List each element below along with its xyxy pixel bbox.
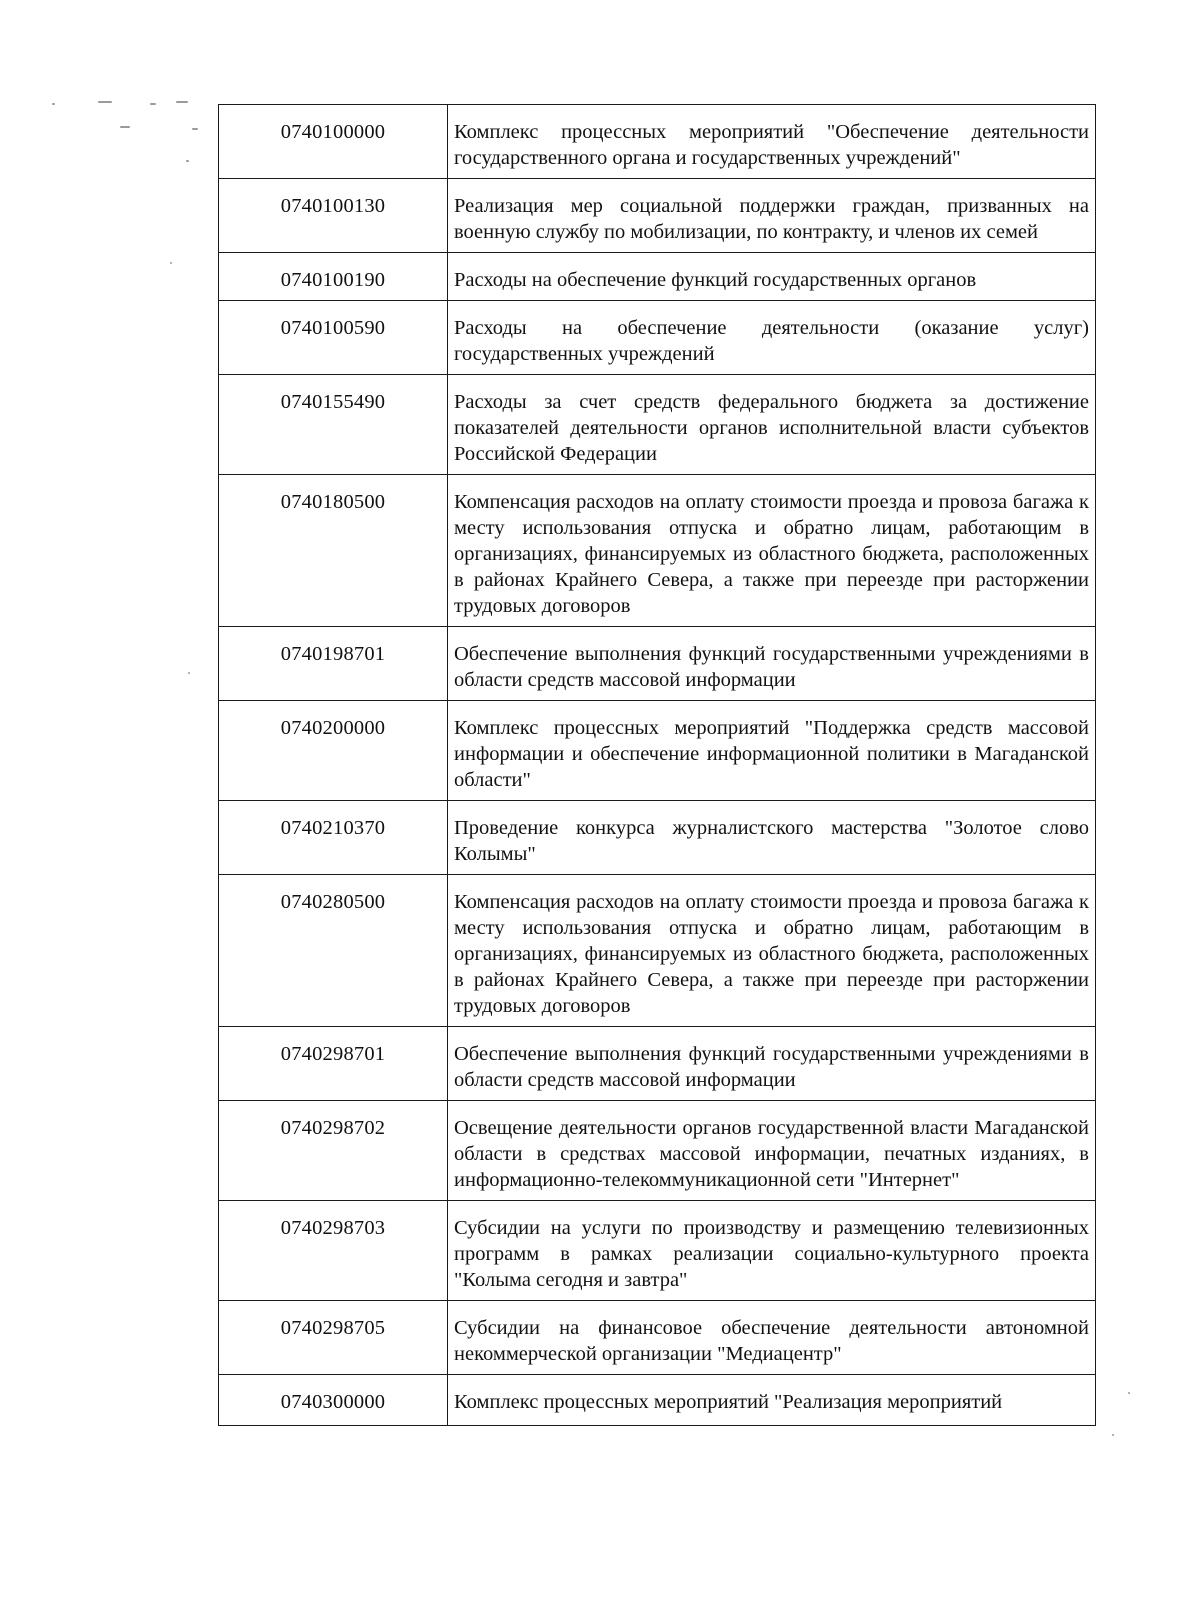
budget-code: 0740100130 bbox=[219, 179, 448, 253]
scan-speck bbox=[170, 262, 172, 264]
budget-code: 0740180500 bbox=[219, 475, 448, 627]
table-row bbox=[219, 1301, 1096, 1375]
table-row bbox=[219, 1375, 1096, 1426]
scan-speck bbox=[186, 160, 189, 162]
budget-code: 0740198701 bbox=[219, 627, 448, 701]
table-row bbox=[219, 875, 1096, 1027]
table-row bbox=[219, 179, 1096, 253]
code-description: Проведение конкурса журналистского мастерства "Золотое слово Колымы" bbox=[448, 801, 1096, 875]
scan-speck bbox=[98, 101, 112, 103]
scan-speck bbox=[1112, 1434, 1114, 1436]
table-row bbox=[219, 801, 1096, 875]
table-row bbox=[219, 301, 1096, 375]
scan-speck bbox=[1128, 1392, 1130, 1394]
code-description: Субсидии на услуги по производству и размещению телевизионных программ в рамках реализации социально-культурного проекта "Колыма сегодня и завтра" bbox=[448, 1201, 1096, 1301]
table-row bbox=[219, 1027, 1096, 1101]
table-row bbox=[219, 627, 1096, 701]
table-row bbox=[219, 1201, 1096, 1301]
budget-code: 0740100590 bbox=[219, 301, 448, 375]
budget-code: 0740298701 bbox=[219, 1027, 448, 1101]
budget-code: 0740210370 bbox=[219, 801, 448, 875]
scan-speck bbox=[150, 103, 156, 105]
budget-code: 0740100190 bbox=[219, 253, 448, 301]
code-description: Обеспечение выполнения функций государственными учреждениями в области средств массовой информации bbox=[448, 627, 1096, 701]
budget-code: 0740100000 bbox=[219, 105, 448, 179]
budget-code: 0740300000 bbox=[219, 1375, 448, 1426]
scan-speck bbox=[192, 128, 198, 130]
code-description: Расходы на обеспечение функций государственных органов bbox=[448, 253, 1096, 301]
table-row bbox=[219, 253, 1096, 301]
budget-code: 0740298705 bbox=[219, 1301, 448, 1375]
code-description: Субсидии на финансовое обеспечение деятельности автономной некоммерческой организации "Медиацентр" bbox=[448, 1301, 1096, 1375]
code-description: Комплекс процессных мероприятий "Реализация мероприятий bbox=[448, 1375, 1096, 1426]
budget-code: 0740155490 bbox=[219, 375, 448, 475]
scan-speck bbox=[176, 101, 188, 103]
budget-code: 0740298703 bbox=[219, 1201, 448, 1301]
code-description: Компенсация расходов на оплату стоимости проезда и провоза багажа к месту использования отпуска и обратно лицам, работающим в организациях, финансируемых из областного бюджета, расположенных в районах Крайнего Севера, а также при переезде при расторжении трудовых договоров bbox=[448, 475, 1096, 627]
code-description: Освещение деятельности органов государственной власти Магаданской области в средствах массовой информации, печатных изданиях, в информационно-телекоммуникационной сети "Интернет" bbox=[448, 1101, 1096, 1201]
scan-speck bbox=[120, 126, 130, 128]
table-row bbox=[219, 1101, 1096, 1201]
table-row bbox=[219, 701, 1096, 801]
table-row bbox=[219, 475, 1096, 627]
budget-code: 0740200000 bbox=[219, 701, 448, 801]
budget-code: 0740280500 bbox=[219, 875, 448, 1027]
code-description: Комплекс процессных мероприятий "Обеспечение деятельности государственного органа и государственных учреждений" bbox=[448, 105, 1096, 179]
code-description: Компенсация расходов на оплату стоимости проезда и провоза багажа к месту использования отпуска и обратно лицам, работающим в организациях, финансируемых из областного бюджета, расположенных в районах Крайнего Севера, а также при переезде при расторжении трудовых договоров bbox=[448, 875, 1096, 1027]
budget-codes-table bbox=[218, 104, 1096, 1426]
code-description: Обеспечение выполнения функций государственными учреждениями в области средств массовой информации bbox=[448, 1027, 1096, 1101]
scan-speck bbox=[188, 672, 190, 674]
table-row bbox=[219, 105, 1096, 179]
scan-speck bbox=[52, 103, 55, 105]
budget-code: 0740298702 bbox=[219, 1101, 448, 1201]
code-description: Комплекс процессных мероприятий "Поддержка средств массовой информации и обеспечение информационной политики в Магаданской области" bbox=[448, 701, 1096, 801]
code-description: Реализация мер социальной поддержки граждан, призванных на военную службу по мобилизации, по контракту, и членов их семей bbox=[448, 179, 1096, 253]
code-description: Расходы за счет средств федерального бюджета за достижение показателей деятельности органов исполнительной власти субъектов Российской Федерации bbox=[448, 375, 1096, 475]
code-description: Расходы на обеспечение деятельности (оказание услуг) государственных учреждений bbox=[448, 301, 1096, 375]
table-row bbox=[219, 375, 1096, 475]
